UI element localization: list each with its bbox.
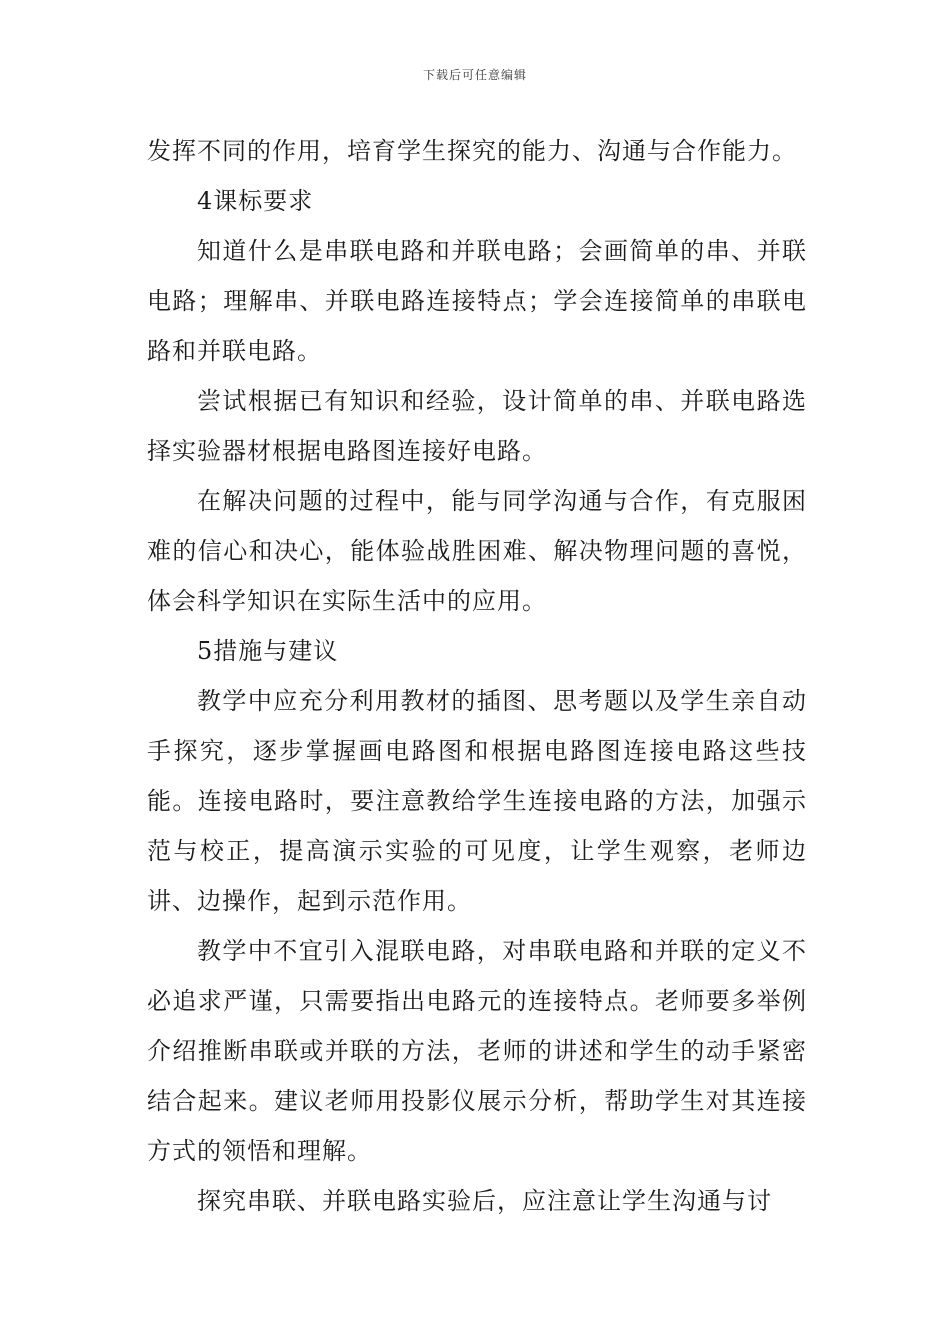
page-header: 下载后可任意编辑 [422,68,527,82]
section-heading-measures-suggestions: 5措施与建议 [197,637,339,665]
paragraph: 教学中应充分利用教材的插图、思考题以及学生亲自动手探究，逐步掌握画电路图和根据电路图连接电路这些技能。连接电路时，要注意教给学生连接电路的方法，加强示范与校正，提高演示实验的可见度，让学生观察，老师边讲、边操作，起到示范作用。 [147,687,807,915]
paragraph: 尝试根据已有知识和经验，设计简单的串、并联电路选择实验器材根据电路图连接好电路。 [147,387,807,465]
paragraph-continuation: 发挥不同的作用，培育学生探究的能力、沟通与合作能力。 [147,137,797,165]
paragraph: 教学中不宜引入混联电路，对串联电路和并联的定义不必追求严谨，只需要指出电路元的连接特点。老师要多举例介绍推断串联或并联的方法，老师的讲述和学生的动手紧密结合起来。建议老师用投影仪展示分析，帮助学生对其连接方式的领悟和理解。 [147,937,807,1165]
section-heading-curriculum-requirements: 4课标要求 [197,187,314,215]
document-body [147,126,807,1226]
paragraph: 知道什么是串联电路和并联电路；会画简单的串、并联电路；理解串、并联电路连接特点；学会连接简单的串联电路和并联电路。 [147,237,807,365]
paragraph: 在解决问题的过程中，能与同学沟通与合作，有克服困难的信心和决心，能体验战胜困难、解决物理问题的喜悦，体会科学知识在实际生活中的应用。 [147,487,807,615]
paragraph: 探究串联、并联电路实验后，应注意让学生沟通与讨 [197,1187,772,1215]
